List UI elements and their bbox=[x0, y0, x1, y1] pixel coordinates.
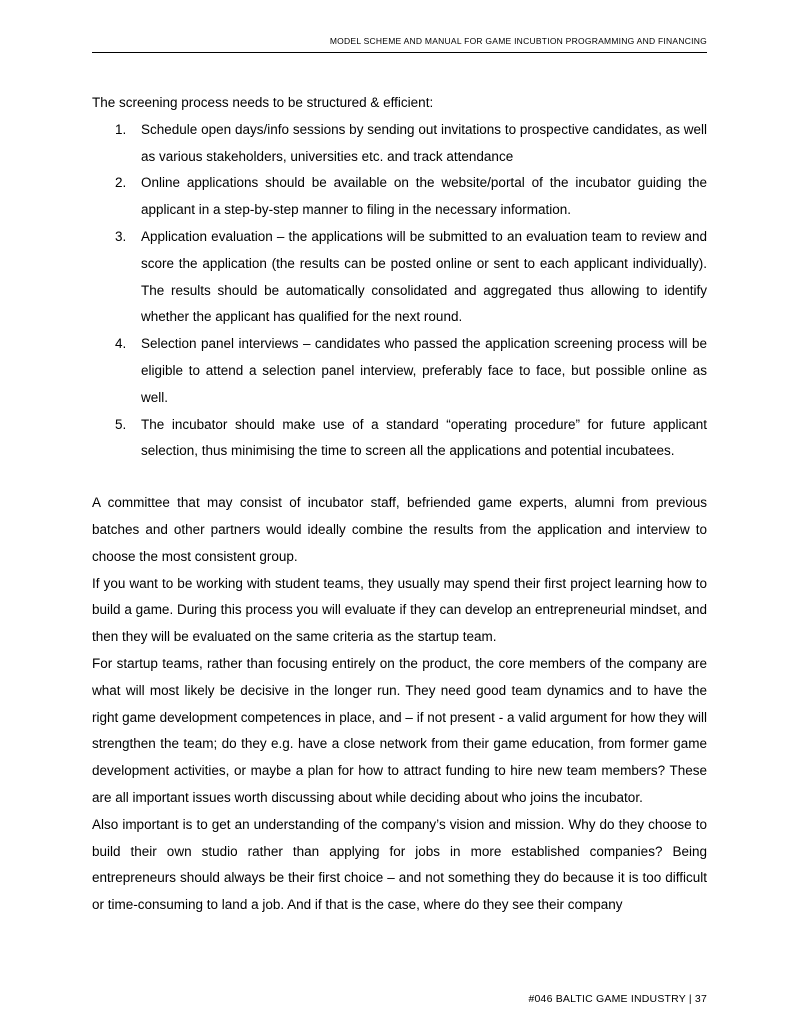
page-header bbox=[92, 36, 707, 53]
list-item bbox=[115, 117, 707, 171]
body-paragraph: If you want to be working with student teams, they usually may spend their first project learning how to build a game. During this process you will evaluate if they can develop an entrepreneurial mindset, and then they will be evaluated on the same criteria as the startup team. bbox=[92, 575, 707, 645]
list-item-number: 4. bbox=[115, 336, 127, 352]
list-item bbox=[115, 331, 707, 411]
list-item-text: Schedule open days/info sessions by sending out invitations to prospective candidates, as well as various stakeholders, universities etc. and track attendance bbox=[141, 121, 707, 164]
list-item bbox=[115, 224, 707, 331]
list-item-text: The incubator should make use of a standard “operating procedure” for future applicant selection, thus minimising the time to screen all the applications and potential incubatees. bbox=[141, 416, 707, 459]
list-item-number: 3. bbox=[115, 228, 127, 244]
screening-steps-list bbox=[115, 117, 707, 465]
running-header-title: MODEL SCHEME AND MANUAL FOR GAME INCUBTION PROGRAMMING AND FINANCING bbox=[329, 36, 707, 46]
body-paragraph: For startup teams, rather than focusing entirely on the product, the core members of the company are what will most likely be decisive in the longer run. They need good team dynamics and to have the right game development competences in place, and – if not present - a valid argument for how they will strengthen the team; do they e.g. have a close network from their game education, from former game development activities, or maybe a plan for how to attract funding to hire new team members? These are all important issues worth discussing about while deciding about who joins the incubator. bbox=[92, 655, 707, 805]
body-paragraph: A committee that may consist of incubator staff, befriended game experts, alumni from previous batches and other partners would ideally combine the results from the application and interview to choose the most consistent group. bbox=[92, 495, 707, 564]
list-item-text: Application evaluation – the applications will be submitted to an evaluation team to review and score the application (the results can be posted online or sent to each applicant individually). The results should be automatically consolidated and aggregated thus allowing to identify whether the applicant has qualified for the next round. bbox=[141, 228, 707, 325]
intro-paragraph: The screening process needs to be structured & efficient: bbox=[92, 95, 434, 110]
list-item bbox=[115, 412, 707, 466]
page-body bbox=[92, 90, 707, 919]
body-paragraph: Also important is to get an understanding of the company’s vision and mission. Why do they choose to build their own studio rather than applying for jobs in more established companies? Being entrepreneurs should always be their first choice – and not something they do because it is too difficult or time-consuming to land a job. And if that is the case, where do they see their company bbox=[92, 816, 707, 913]
list-item-text: Selection panel interviews – candidates who passed the application screening process will be eligible to attend a selection panel interview, preferably face to face, but possible online as well. bbox=[141, 336, 707, 405]
list-item-number: 2. bbox=[115, 175, 127, 191]
page-footer bbox=[528, 993, 707, 1005]
list-item-text: Online applications should be available on the website/portal of the incubator guiding the applicant in a step-by-step manner to filing in the necessary information. bbox=[141, 175, 707, 218]
list-item bbox=[115, 170, 707, 224]
list-item-number: 5. bbox=[115, 416, 127, 432]
footer-text: #046 BALTIC GAME INDUSTRY | 37 bbox=[528, 993, 707, 1005]
list-item-number: 1. bbox=[115, 121, 127, 137]
